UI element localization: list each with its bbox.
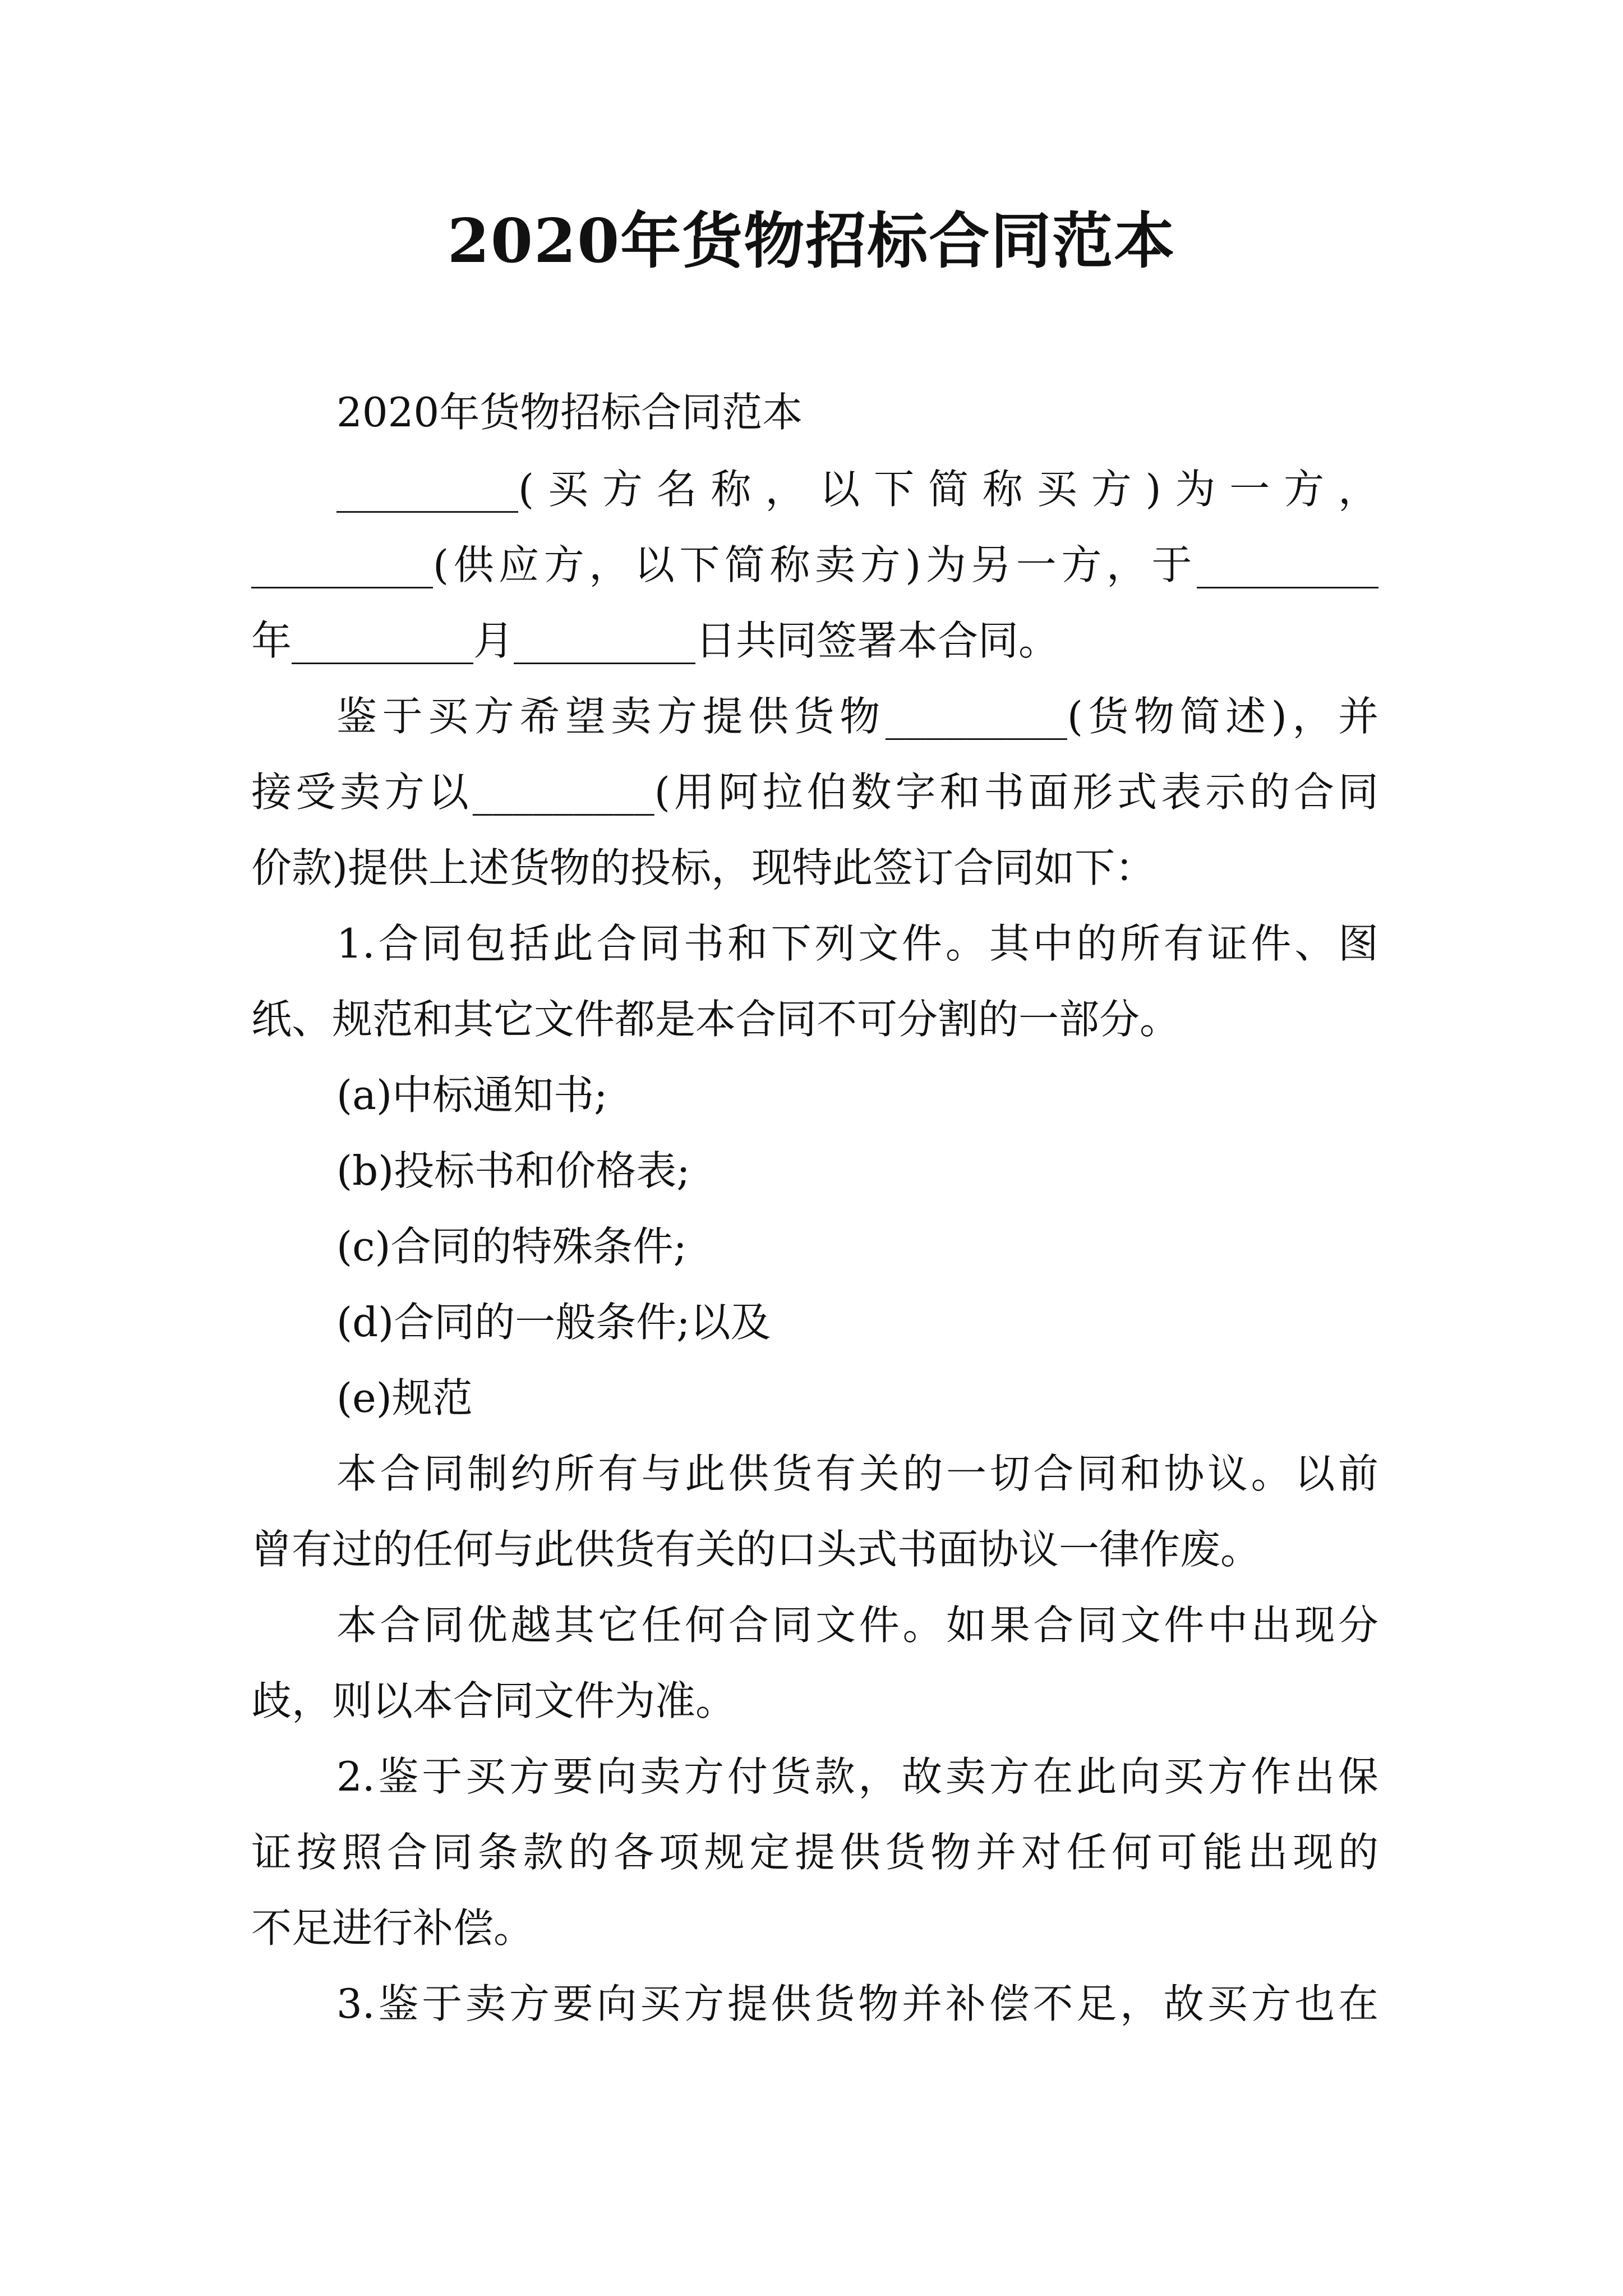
- paragraph-line: 纸、规范和其它文件都是本合同不可分割的一部分。: [251, 996, 1181, 1043]
- paragraph-line: 鉴于买方希望卖方提供货物_________(货物简述)，并: [336, 693, 1378, 740]
- paragraph-line: 歧，则以本合同文件为准。: [251, 1677, 736, 1724]
- paragraph-line: 接受卖方以_________(用阿拉伯数字和书面形式表示的合同: [251, 769, 1378, 816]
- list-item: (a)中标通知书;: [336, 1071, 608, 1119]
- paragraph-line: 本合同制约所有与此供货有关的一切合同和协议。以前: [336, 1450, 1378, 1497]
- paragraph-line: 2020年货物招标合同范本: [336, 389, 803, 436]
- paragraph-line: 价款)提供上述货物的投标，现特此签订合同如下：: [251, 844, 1156, 891]
- document-title: 2020年货物招标合同范本: [447, 206, 1176, 277]
- paragraph-line: 证按照合同条款的各项规定提供货物并对任何可能出现的: [251, 1829, 1378, 1876]
- paragraph-line: 1.合同包括此合同书和下列文件。其中的所有证件、图: [336, 920, 1378, 967]
- list-item: (e)规范: [336, 1374, 473, 1421]
- paragraph-line: _________(供应方，以下简称卖方)为另一方，于_________: [251, 541, 1378, 588]
- paragraph-line: 年_________月_________日共同签署本合同。: [251, 617, 1059, 664]
- paragraph-line: 2.鉴于买方要向卖方付货款，故卖方在此向买方作出保: [336, 1753, 1378, 1800]
- paragraph-line: 不足进行补偿。: [251, 1904, 534, 1952]
- paragraph-line: 3.鉴于卖方要向买方提供货物并补偿不足，故买方也在: [336, 1980, 1378, 2027]
- list-item: (c)合同的特殊条件;: [336, 1223, 687, 1270]
- list-item: (d)合同的一般条件;以及: [336, 1299, 771, 1346]
- paragraph-line: 本合同优越其它任何合同文件。如果合同文件中出现分: [336, 1602, 1378, 1649]
- list-item: (b)投标书和价格表;: [336, 1147, 690, 1194]
- paragraph-line: _________(买方名称，以下简称买方)为一方，: [336, 466, 1378, 513]
- paragraph-line: 曾有过的任何与此供货有关的口头式书面协议一律作废。: [251, 1526, 1261, 1573]
